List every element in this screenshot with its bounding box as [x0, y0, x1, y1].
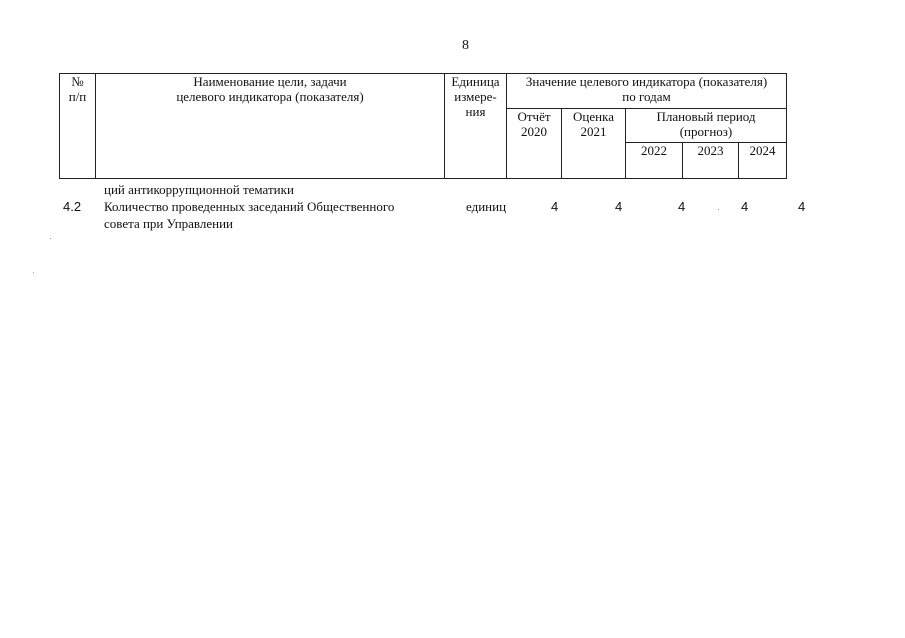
continuation-text: ций антикоррупционной тематики	[104, 182, 294, 197]
row-value-2024: 4	[798, 199, 806, 214]
header-unit-line-3: ния	[465, 104, 486, 119]
header-name-cell	[96, 74, 445, 179]
header-report-year: 2020	[521, 124, 547, 139]
header-unit-line-2: измере-	[454, 89, 497, 104]
row-name-line-2: совета при Управлении	[104, 216, 234, 231]
header-values-line-2: по годам	[622, 89, 671, 104]
scan-speck	[718, 209, 719, 210]
header-number-sublabel: п/п	[68, 89, 87, 104]
scan-speck	[33, 272, 34, 273]
row-number: 4.2	[63, 199, 82, 214]
row-value-2023: 4	[741, 199, 749, 214]
header-values-group-cell	[507, 74, 787, 109]
row-report-2020: 4	[551, 199, 559, 214]
header-number-cell	[60, 74, 96, 179]
indicator-table-header	[59, 73, 787, 179]
header-report-label: Отчёт	[517, 109, 551, 124]
header-estimate-cell	[562, 109, 626, 179]
row-estimate-2021: 4	[615, 199, 623, 214]
row-unit: единиц	[466, 199, 507, 214]
header-plan-group-cell	[626, 109, 787, 143]
scan-speck	[50, 238, 51, 239]
header-number-label: №	[71, 74, 84, 89]
header-name-line-1: Наименование цели, задачи	[193, 74, 347, 89]
header-plan-line-2: (прогноз)	[679, 124, 733, 139]
header-report-cell	[507, 109, 562, 179]
header-name-line-2: целевого индикатора (показателя)	[176, 89, 364, 104]
header-year-2024: 2024	[739, 143, 787, 179]
header-plan-line-1: Плановый период	[656, 109, 756, 124]
header-estimate-label: Оценка	[573, 109, 614, 124]
header-values-line-1: Значение целевого индикатора (показателя)	[525, 74, 768, 89]
row-name-line-1: Количество проведенных заседаний Общественного	[104, 199, 395, 214]
header-year-2023: 2023	[683, 143, 739, 179]
header-unit-line-1: Единица	[451, 74, 500, 89]
header-year-2022: 2022	[626, 143, 683, 179]
page-number: 8	[462, 38, 469, 53]
row-value-2022: 4	[678, 199, 686, 214]
header-estimate-year: 2021	[580, 124, 607, 139]
header-unit-cell	[445, 74, 507, 179]
